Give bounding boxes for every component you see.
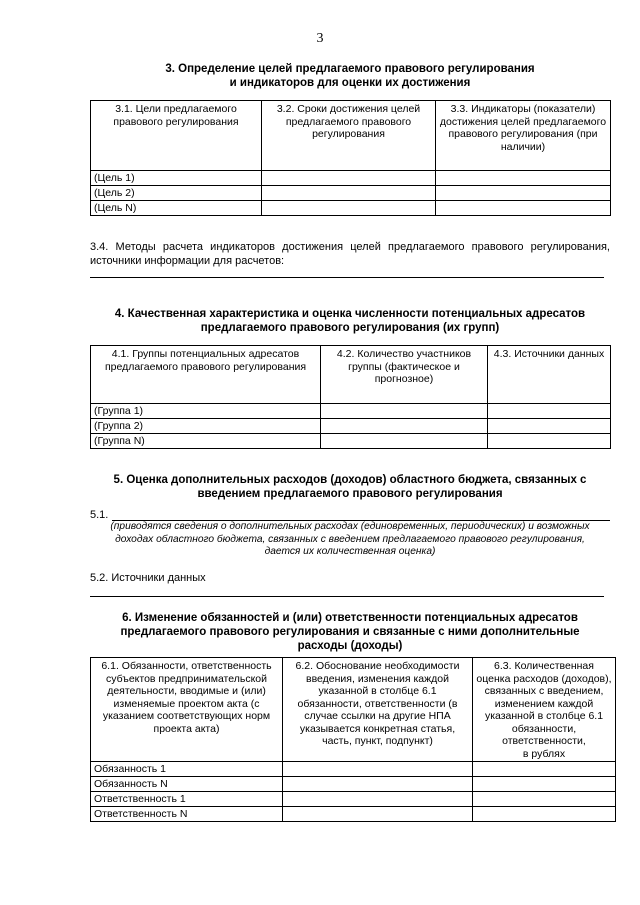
section-5-title-line-2: введением предлагаемого правового регулирования [197,488,503,500]
note-line-1: (приводятся сведения о дополнительных расходах (единовременных, периодических) и возможных [110,521,590,532]
empty-cell [321,419,488,434]
group-cell: (Группа N) [91,434,321,449]
empty-cell [283,762,473,777]
empty-cell [283,807,473,822]
empty-cell [473,777,616,792]
section-5-title [90,473,610,501]
obligation-cell: Ответственность N [91,807,283,822]
empty-cell [488,434,611,449]
empty-cell [473,792,616,807]
section-6-title [90,611,610,653]
item-5-1-label: 5.1. [90,509,109,521]
obligations-header-duties: 6.1. Обязанности, ответственность субъектов предпринимательской деятельности, вводимые и (или) изменяемые проектом акта (с указанием соответствующих норм проекта акта) [91,658,283,762]
section-4-title-line-1: 4. Качественная характеристика и оценка численности потенциальных адресатов [114,308,586,320]
obligation-cell: Ответственность 1 [91,792,283,807]
empty-cell [283,777,473,792]
goal-cell: (Цель N) [91,201,262,216]
groups-header-count: 4.2. Количество участников группы (фактическое и прогнозное) [321,346,488,404]
table-row [91,762,616,777]
goals-table [90,100,611,216]
goals-header-goals: 3.1. Цели предлагаемого правового регулирования [91,101,262,171]
note-line-3: дается их количественная оценка) [264,546,436,557]
table-row [91,792,616,807]
section-3-title-line-1: 3. Определение целей предлагаемого правового регулирования [165,63,535,75]
obligations-header-estimate [473,658,616,762]
groups-header-groups: 4.1. Группы потенциальных адресатов предлагаемого правового регулирования [91,346,321,404]
section-3-title-line-2: и индикаторов для оценки их достижения [229,77,471,89]
table-row [91,419,611,434]
obligation-cell: Обязанность 1 [91,762,283,777]
obligation-cell: Обязанность N [91,777,283,792]
section-6-title-line-2: предлагаемого правового регулирования и связанные с ними дополнительные [120,626,580,638]
goal-cell: (Цель 2) [91,186,262,201]
page-number: 3 [316,31,324,46]
group-cell: (Группа 2) [91,419,321,434]
empty-cell [283,792,473,807]
empty-cell [488,404,611,419]
empty-cell [436,186,611,201]
section-6-title-line-1: 6. Изменение обязанностей и (или) ответственности потенциальных адресатов [122,612,578,624]
note-line-2: доходах областного бюджета, связанных с введением предлагаемого правового регулирования, [115,533,585,545]
fill-in-line [90,596,604,597]
estimate-header-units: в рублях [522,747,566,760]
fill-in-line [90,277,604,278]
item-5-1-note [90,521,610,559]
empty-cell [321,434,488,449]
groups-header-sources: 4.3. Источники данных [488,346,611,404]
section-3-title [90,62,610,90]
empty-cell [488,419,611,434]
estimate-header-text: 6.3. Количественная оценка расходов (доходов), связанных с введением, изменением каждой указанной в столбце 6.1 обязанности, ответственности, [476,660,612,747]
table-row [91,201,611,216]
table-row [91,807,616,822]
empty-cell [262,171,436,186]
section-6-title-line-3: расходы (доходы) [297,640,403,652]
empty-cell [436,201,611,216]
section-4-title-line-2: предлагаемого правового регулирования (их групп) [200,322,500,334]
empty-cell [473,807,616,822]
goals-header-indicators: 3.3. Индикаторы (показатели) достижения целей предлагаемого правового регулирования (при наличии) [436,101,611,171]
empty-cell [262,186,436,201]
table-row [91,171,611,186]
section-4-title [90,307,610,335]
table-row [91,434,611,449]
table-row [91,186,611,201]
paragraph-3-4: 3.4. Методы расчета индикаторов достижения целей предлагаемого правового регулирования, источники информации для расчетов: [90,241,610,267]
table-row [91,404,611,419]
empty-cell [262,201,436,216]
table-row [91,777,616,792]
item-5-2-label: 5.2. Источники данных [90,572,206,584]
goals-header-deadlines: 3.2. Сроки достижения целей предлагаемого правового регулирования [262,101,436,171]
obligations-table [90,657,616,822]
groups-table [90,345,611,449]
goal-cell: (Цель 1) [91,171,262,186]
empty-cell [321,404,488,419]
empty-cell [473,762,616,777]
obligations-header-justification: 6.2. Обоснование необходимости введения, изменения каждой указанной в столбце 6.1 обязанности, ответственности (в случае ссылки на другие НПА указывается конкретная статья, часть, пункт, подпункт) [283,658,473,762]
group-cell: (Группа 1) [91,404,321,419]
empty-cell [436,171,611,186]
section-5-title-line-1: 5. Оценка дополнительных расходов (доходов) областного бюджета, связанных с [113,474,587,486]
